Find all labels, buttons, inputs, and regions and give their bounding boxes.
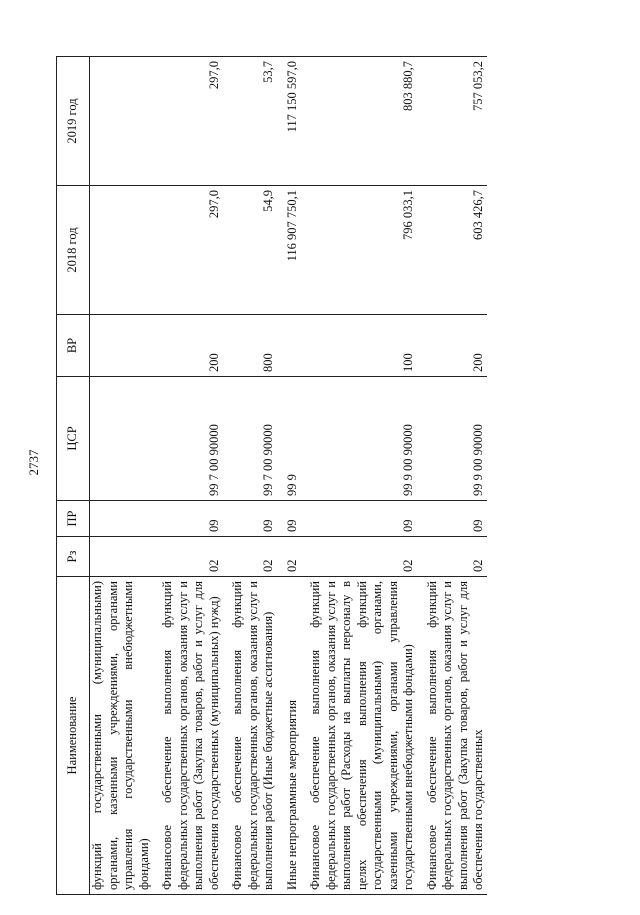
row-rz: 02 bbox=[300, 537, 417, 577]
row-rz bbox=[90, 537, 153, 577]
row-rz: 02 bbox=[417, 537, 487, 577]
header-2019: 2019 год bbox=[57, 57, 90, 186]
table-row bbox=[277, 57, 301, 895]
budget-table bbox=[56, 56, 487, 895]
row-vr bbox=[277, 315, 301, 377]
row-pr bbox=[90, 501, 153, 537]
header-2018: 2018 год bbox=[57, 186, 90, 315]
row-2018: 603 426,7 bbox=[417, 186, 487, 315]
row-2018: 116 907 750,1 bbox=[277, 186, 301, 315]
row-name: Финансовое обеспечение выполнения функций федеральных государственных органов, оказания услуг и выполнения работ (Расходы на выплаты персоналу в целях обеспечения выполнения функций государственными (муниципальными) органами, казенными учреждениями, органами управления государственными внебюджетными фондами) bbox=[300, 577, 417, 895]
row-2019 bbox=[90, 57, 153, 186]
rotated-table-container bbox=[56, 57, 588, 895]
header-vr: ВР bbox=[57, 315, 90, 377]
header-pr: ПР bbox=[57, 501, 90, 537]
row-name: Финансовое обеспечение выполнения функций федеральных государственных органов, оказания услуг и выполнения работ (Закупка товаров, работ и услуг для обеспечения государственных (муниципальных) нужд) bbox=[152, 577, 222, 895]
row-csr: 99 7 00 90000 bbox=[152, 377, 222, 501]
row-2019: 757 053,2 bbox=[417, 57, 487, 186]
row-pr: 09 bbox=[152, 501, 222, 537]
row-pr: 09 bbox=[300, 501, 417, 537]
row-2019: 297,0 bbox=[152, 57, 222, 186]
row-2018: 297,0 bbox=[152, 186, 222, 315]
row-vr bbox=[90, 315, 153, 377]
table-row bbox=[417, 57, 487, 895]
row-2018 bbox=[90, 186, 153, 315]
header-rz: Рз bbox=[57, 537, 90, 577]
table-row bbox=[90, 57, 153, 895]
row-2019: 117 150 597,0 bbox=[277, 57, 301, 186]
row-2019: 53,7 bbox=[222, 57, 277, 186]
page-number: 2737 bbox=[26, 449, 41, 476]
table-row bbox=[300, 57, 417, 895]
row-name: Иные непрограммные мероприятия bbox=[277, 577, 301, 895]
row-vr: 200 bbox=[417, 315, 487, 377]
header-name: Наименование bbox=[57, 577, 90, 895]
row-vr: 800 bbox=[222, 315, 277, 377]
row-vr: 100 bbox=[300, 315, 417, 377]
row-name: функций государственными (муниципальными) органами, казенными учреждениями, органами управления государственными внебюджетными фондами) bbox=[90, 577, 153, 895]
row-csr: 99 9 00 90000 bbox=[417, 377, 487, 501]
row-csr: 99 7 00 90000 bbox=[222, 377, 277, 501]
table-row bbox=[152, 57, 222, 895]
row-pr: 09 bbox=[222, 501, 277, 537]
row-2019: 803 880,7 bbox=[300, 57, 417, 186]
row-2018: 796 033,1 bbox=[300, 186, 417, 315]
table-row bbox=[222, 57, 277, 895]
header-csr: ЦСР bbox=[57, 377, 90, 501]
row-name: Финансовое обеспечение выполнения функций федеральных государственных органов, оказания услуг и выполнения работ (Иные бюджетные ассигнования) bbox=[222, 577, 277, 895]
row-rz: 02 bbox=[222, 537, 277, 577]
row-csr: 99 9 00 90000 bbox=[300, 377, 417, 501]
row-pr: 09 bbox=[277, 501, 301, 537]
row-rz: 02 bbox=[277, 537, 301, 577]
row-rz: 02 bbox=[152, 537, 222, 577]
row-vr: 200 bbox=[152, 315, 222, 377]
row-2018: 54,9 bbox=[222, 186, 277, 315]
row-pr: 09 bbox=[417, 501, 487, 537]
row-name: Финансовое обеспечение выполнения функций федеральных государственных органов, оказания услуг и выполнения работ (Закупка товаров, работ и услуг для обеспечения государственных bbox=[417, 577, 487, 895]
row-csr: 99 9 bbox=[277, 377, 301, 501]
row-csr bbox=[90, 377, 153, 501]
table-header-row bbox=[57, 57, 90, 895]
